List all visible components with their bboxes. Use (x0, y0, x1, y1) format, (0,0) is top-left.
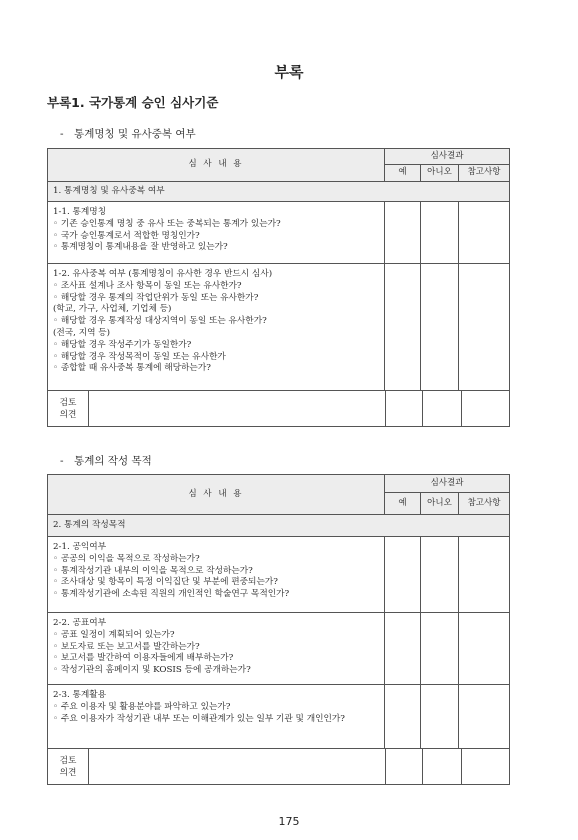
item-line: ◦ 작성기관의 홈페이지 및 KOSIS 등에 공개하는가? (53, 665, 251, 676)
item-heading: 2-2. 공표여부 (53, 618, 107, 628)
review-no-blank (423, 391, 462, 426)
criteria-item (48, 537, 385, 613)
review-opinion-label: 검토 의견 (48, 391, 89, 426)
content-header: 심 사 내 용 (48, 475, 385, 515)
note-header: 참고사항 (459, 493, 510, 515)
item-line: ◦ 국가 승인통계로서 적합한 명칭인가? (53, 230, 200, 241)
item-line: ◦ 보도자료 또는 보고서를 발간하는가? (53, 641, 200, 652)
result-header: 심사결과 (385, 149, 510, 165)
category-row: 1. 통계명칭 및 유사중복 여부 (48, 182, 510, 202)
item-line: ◦ 해당할 경우 통계작성 대상지역이 동일 또는 유사한가? (53, 316, 267, 327)
criteria-item (48, 264, 385, 391)
item-line: ◦ 조사표 설계나 조사 항목이 동일 또는 유사한가? (53, 280, 242, 291)
item-line: ◦ 통계작성기관에 소속된 직원의 개인적인 학술연구 목적인가? (53, 589, 290, 600)
criteria-item (48, 685, 385, 749)
section-title-1: - 통계명칭 및 유사중복 여부 (60, 128, 196, 140)
yes-cell[interactable] (385, 685, 421, 749)
no-cell[interactable] (421, 202, 459, 264)
no-cell[interactable] (421, 613, 459, 685)
page-title: 부록 (274, 63, 304, 81)
review-table-2 (47, 474, 510, 785)
note-cell[interactable] (459, 685, 510, 749)
item-line: (학교, 가구, 사업체, 기업체 등) (53, 304, 172, 315)
item-line: ◦ 주요 이용자 및 활용분야를 파악하고 있는가? (53, 701, 231, 712)
item-line: ◦ 해당할 경우 작성주기가 동일한가? (53, 339, 192, 350)
result-header: 심사결과 (385, 475, 510, 493)
page-number: 175 (278, 815, 300, 828)
category-row: 2. 통계의 작성목적 (48, 515, 510, 537)
criteria-item (48, 613, 385, 685)
no-header: 아니오 (421, 493, 459, 515)
note-cell[interactable] (459, 537, 510, 613)
item-line: ◦ 주요 이용자가 작성기관 내부 또는 이해관계가 있는 일부 기관 및 개인인가? (53, 713, 345, 724)
yes-cell[interactable] (385, 613, 421, 685)
no-header: 아니오 (421, 165, 459, 182)
item-line: ◦ 보고서를 발간하여 이용자들에게 배부하는가? (53, 653, 234, 664)
review-opinion-label: 검토 의견 (48, 749, 89, 784)
item-heading: 1-1. 통계명칭 (53, 207, 107, 217)
content-header: 심 사 내 용 (48, 149, 385, 182)
item-line: ◦ 종합할 때 유사중복 통계에 해당하는가? (53, 363, 211, 374)
item-line: (전국, 지역 등) (53, 327, 111, 338)
item-line: ◦ 해당할 경우 통계의 작업단위가 동일 또는 유사한가? (53, 292, 259, 303)
item-heading: 2-3. 통계활용 (53, 690, 107, 700)
section-title-2: - 통계의 작성 목적 (60, 455, 152, 467)
criteria-item (48, 202, 385, 264)
no-cell[interactable] (421, 685, 459, 749)
review-no-blank (423, 749, 462, 784)
note-cell[interactable] (459, 613, 510, 685)
yes-cell[interactable] (385, 537, 421, 613)
appendix-heading: 부록1. 국가통계 승인 심사기준 (47, 95, 219, 110)
item-line: ◦ 조사대상 및 항목이 특정 이익집단 및 부분에 편중되는가? (53, 577, 278, 588)
review-note-blank (462, 391, 509, 426)
note-cell[interactable] (459, 202, 510, 264)
yes-cell[interactable] (385, 202, 421, 264)
item-line: ◦ 통계작성기관 내부의 이익을 목적으로 작성하는가? (53, 565, 253, 576)
item-line: ◦ 공공의 이익을 목적으로 작성하는가? (53, 553, 200, 564)
review-opinion-field[interactable] (89, 749, 386, 784)
item-heading: 1-2. 유사중복 여부 (통계명칭이 유사한 경우 반드시 심사) (53, 269, 273, 279)
yes-header: 예 (385, 165, 421, 182)
review-opinion-field[interactable] (89, 391, 386, 426)
yes-header: 예 (385, 493, 421, 515)
item-line: ◦ 해당할 경우 작성목적이 동일 또는 유사한가 (53, 351, 226, 362)
item-heading: 2-1. 공익여부 (53, 542, 107, 552)
review-opinion-row (48, 391, 510, 427)
item-line: ◦ 공표 일정이 계획되어 있는가? (53, 629, 175, 640)
yes-cell[interactable] (385, 264, 421, 391)
no-cell[interactable] (421, 264, 459, 391)
no-cell[interactable] (421, 537, 459, 613)
note-header: 참고사항 (459, 165, 510, 182)
note-cell[interactable] (459, 264, 510, 391)
review-opinion-row (48, 749, 510, 785)
item-line: ◦ 통계명칭이 통계내용을 잘 반영하고 있는가? (53, 242, 228, 253)
review-table-1 (47, 148, 510, 427)
item-line: ◦ 기존 승인통계 명칭 중 유사 또는 중복되는 통계가 있는가? (53, 218, 281, 229)
review-yes-blank (386, 749, 423, 784)
review-note-blank (462, 749, 509, 784)
review-yes-blank (386, 391, 423, 426)
